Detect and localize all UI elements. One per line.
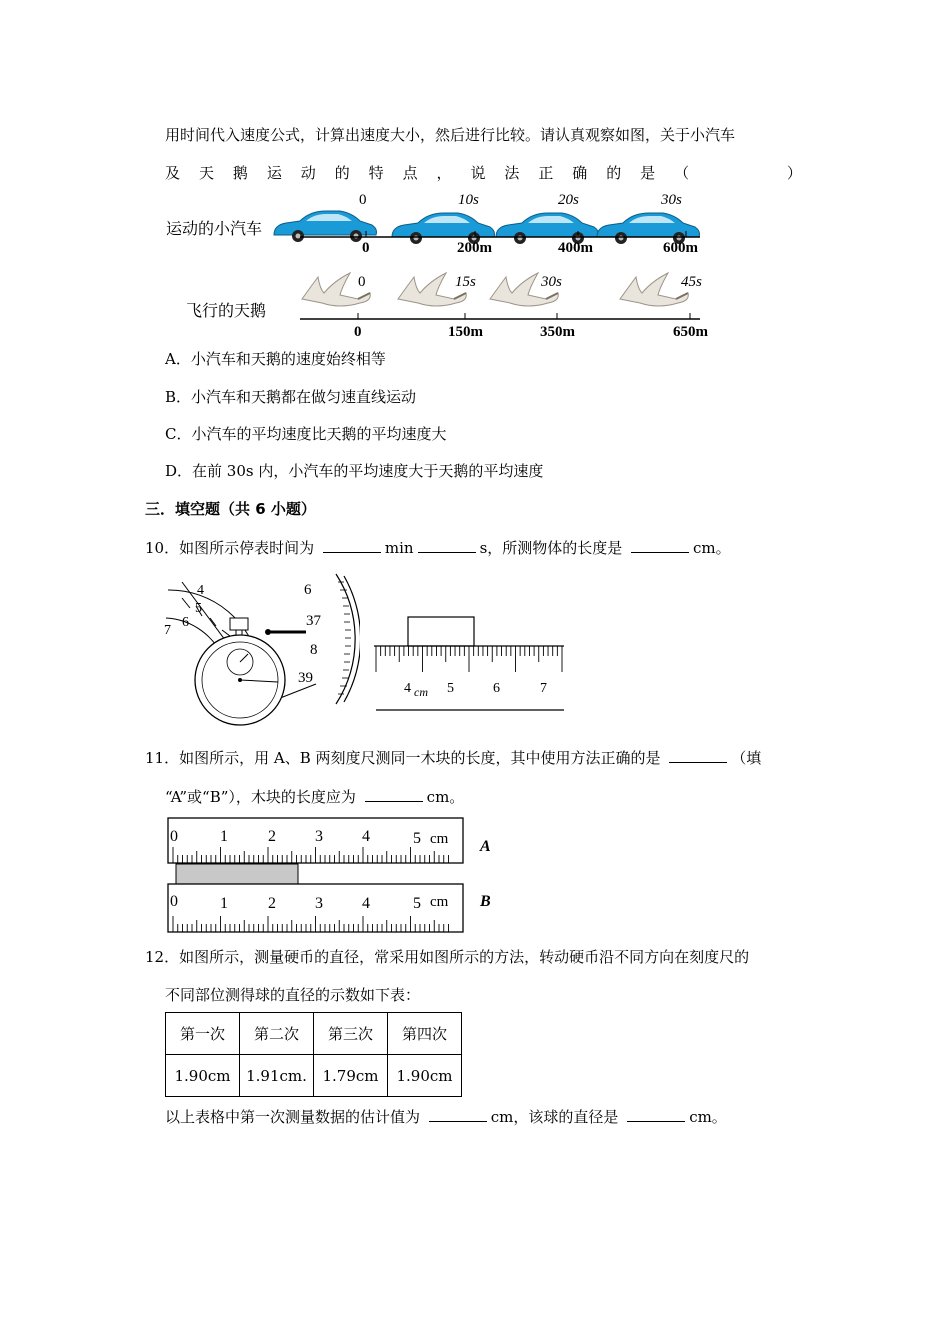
q9-option-a: A．小汽车和天鹅的速度始终相等 <box>165 350 386 368</box>
stopwatch-crown <box>230 618 248 630</box>
q11-line2: “A”或“B”），木块的长度应为 cm。 <box>165 788 465 806</box>
car-dist-600m: 600m <box>663 240 698 256</box>
sec-label-8: 8 <box>310 642 318 658</box>
min-label-4: 4 <box>197 583 204 598</box>
swan-icon <box>620 273 688 306</box>
ruler-a-label-1: 1 <box>220 828 228 845</box>
ruler-a-label-2: 2 <box>268 828 276 845</box>
sec-label-6: 6 <box>304 582 312 598</box>
sec-label-39: 39 <box>298 670 313 686</box>
q9-option-b: B．小汽车和天鹅都在做匀速直线运动 <box>165 388 417 406</box>
ruler-a-label-4: 4 <box>362 828 370 845</box>
car-label: 运动的小汽车 <box>166 221 263 238</box>
table-header: 第四次 <box>388 1013 462 1055</box>
ruler-b-letter: B <box>480 893 491 910</box>
q12-line3: 以上表格中第一次测量数据的估计值为 cm，该球的直径是 cm。 <box>165 1108 727 1126</box>
ruler10-label-5: 5 <box>447 681 454 696</box>
table-header: 第三次 <box>314 1013 388 1055</box>
ruler-b-label-3: 3 <box>315 895 323 912</box>
ruler-b-label-5: 5 <box>413 895 421 912</box>
table-header-row <box>166 1013 462 1055</box>
sec-label-37: 37 <box>306 613 321 629</box>
ruler-figure-q10 <box>370 610 570 714</box>
q9-option-c: C．小汽车的平均速度比天鹅的平均速度大 <box>165 425 447 443</box>
swan-dist-350m: 350m <box>540 324 575 340</box>
q10-blank-min[interactable] <box>323 538 381 553</box>
q11-line1: 11．如图所示，用 A、B 两刻度尺测同一木块的长度，其中使用方法正确的是 （填 <box>145 749 762 767</box>
measured-object <box>408 617 474 646</box>
car-time-0: 0 <box>359 192 367 208</box>
q9-option-d: D．在前 30s 内，小汽车的平均速度大于天鹅的平均速度 <box>165 462 544 480</box>
q10-blank-s[interactable] <box>418 538 476 553</box>
ruler10-unit: cm <box>414 685 428 699</box>
swan-label: 飞行的天鹅 <box>186 303 267 320</box>
section-title: 三．填空题（共 6 小题） <box>145 500 316 518</box>
q10-text: 10．如图所示停表时间为 min s，所测物体的长度是 cm。 <box>145 539 731 557</box>
table-header: 第一次 <box>166 1013 240 1055</box>
min-label-5: 5 <box>195 601 202 616</box>
ruler-b-unit: cm <box>430 894 449 910</box>
ruler10-label-6: 6 <box>493 681 500 696</box>
q11-blank-length[interactable] <box>365 787 423 802</box>
swan-dist-650m: 650m <box>673 324 708 340</box>
ruler-b-label-4: 4 <box>362 895 370 912</box>
ruler-a-label-0: 0 <box>170 828 178 845</box>
car-swan-figure <box>160 185 730 345</box>
ruler-a-letter: A <box>480 838 491 855</box>
q9-line2: 及 天 鹅 运 动 的 特 点 ， 说 法 正 确 的 是 （ ） <box>165 164 802 182</box>
table-header: 第二次 <box>240 1013 314 1055</box>
q9-line1: 用时间代入速度公式，计算出速度大小，然后进行比较。请认真观察如图，关于小汽车 <box>165 126 736 144</box>
swan-dist-150m: 150m <box>448 324 483 340</box>
ruler-a-label-3: 3 <box>315 828 323 845</box>
table-cell: 1.90cm <box>166 1055 240 1097</box>
wood-block <box>176 864 298 884</box>
ruler10-label-7: 7 <box>540 681 547 696</box>
q12-blank-estimate[interactable] <box>429 1107 487 1122</box>
swan-time-45s: 45s <box>681 274 702 290</box>
swan-dist-0: 0 <box>354 324 362 340</box>
ruler-b-label-2: 2 <box>268 895 276 912</box>
car-dist-200m: 200m <box>457 240 492 256</box>
car-dist-400m: 400m <box>558 240 593 256</box>
stopwatch-figure <box>160 572 360 728</box>
q12-blank-diameter[interactable] <box>627 1107 685 1122</box>
car-time-20s: 20s <box>558 192 579 208</box>
ruler-b-label-1: 1 <box>220 895 228 912</box>
swan-time-30s: 30s <box>541 274 562 290</box>
q10-blank-cm[interactable] <box>631 538 689 553</box>
table-row <box>166 1055 462 1097</box>
q12-line1: 12．如图所示，测量硬币的直径，常采用如图所示的方法，转动硬币沿不同方向在刻度尺的 <box>145 948 750 966</box>
swan-time-0: 0 <box>358 274 366 290</box>
ruler10-label-4: 4 <box>404 681 411 696</box>
q11-blank-ruler[interactable] <box>669 748 727 763</box>
q12-line2: 不同部位测得球的直径的示数如下表： <box>165 986 421 1004</box>
measurement-table <box>165 1012 462 1097</box>
car-time-30s: 30s <box>661 192 682 208</box>
table-cell: 1.91cm. <box>240 1055 314 1097</box>
car-time-10s: 10s <box>458 192 479 208</box>
two-rulers-figure <box>160 812 510 938</box>
ruler-a-unit: cm <box>430 831 449 847</box>
ruler-b-label-0: 0 <box>170 893 178 910</box>
table-cell: 1.79cm <box>314 1055 388 1097</box>
swan-time-15s: 15s <box>455 274 476 290</box>
min-label-7: 7 <box>164 623 171 638</box>
min-label-6: 6 <box>182 615 189 630</box>
car-dist-0: 0 <box>362 240 370 256</box>
ruler-a-label-5: 5 <box>413 830 421 847</box>
table-cell: 1.90cm <box>388 1055 462 1097</box>
